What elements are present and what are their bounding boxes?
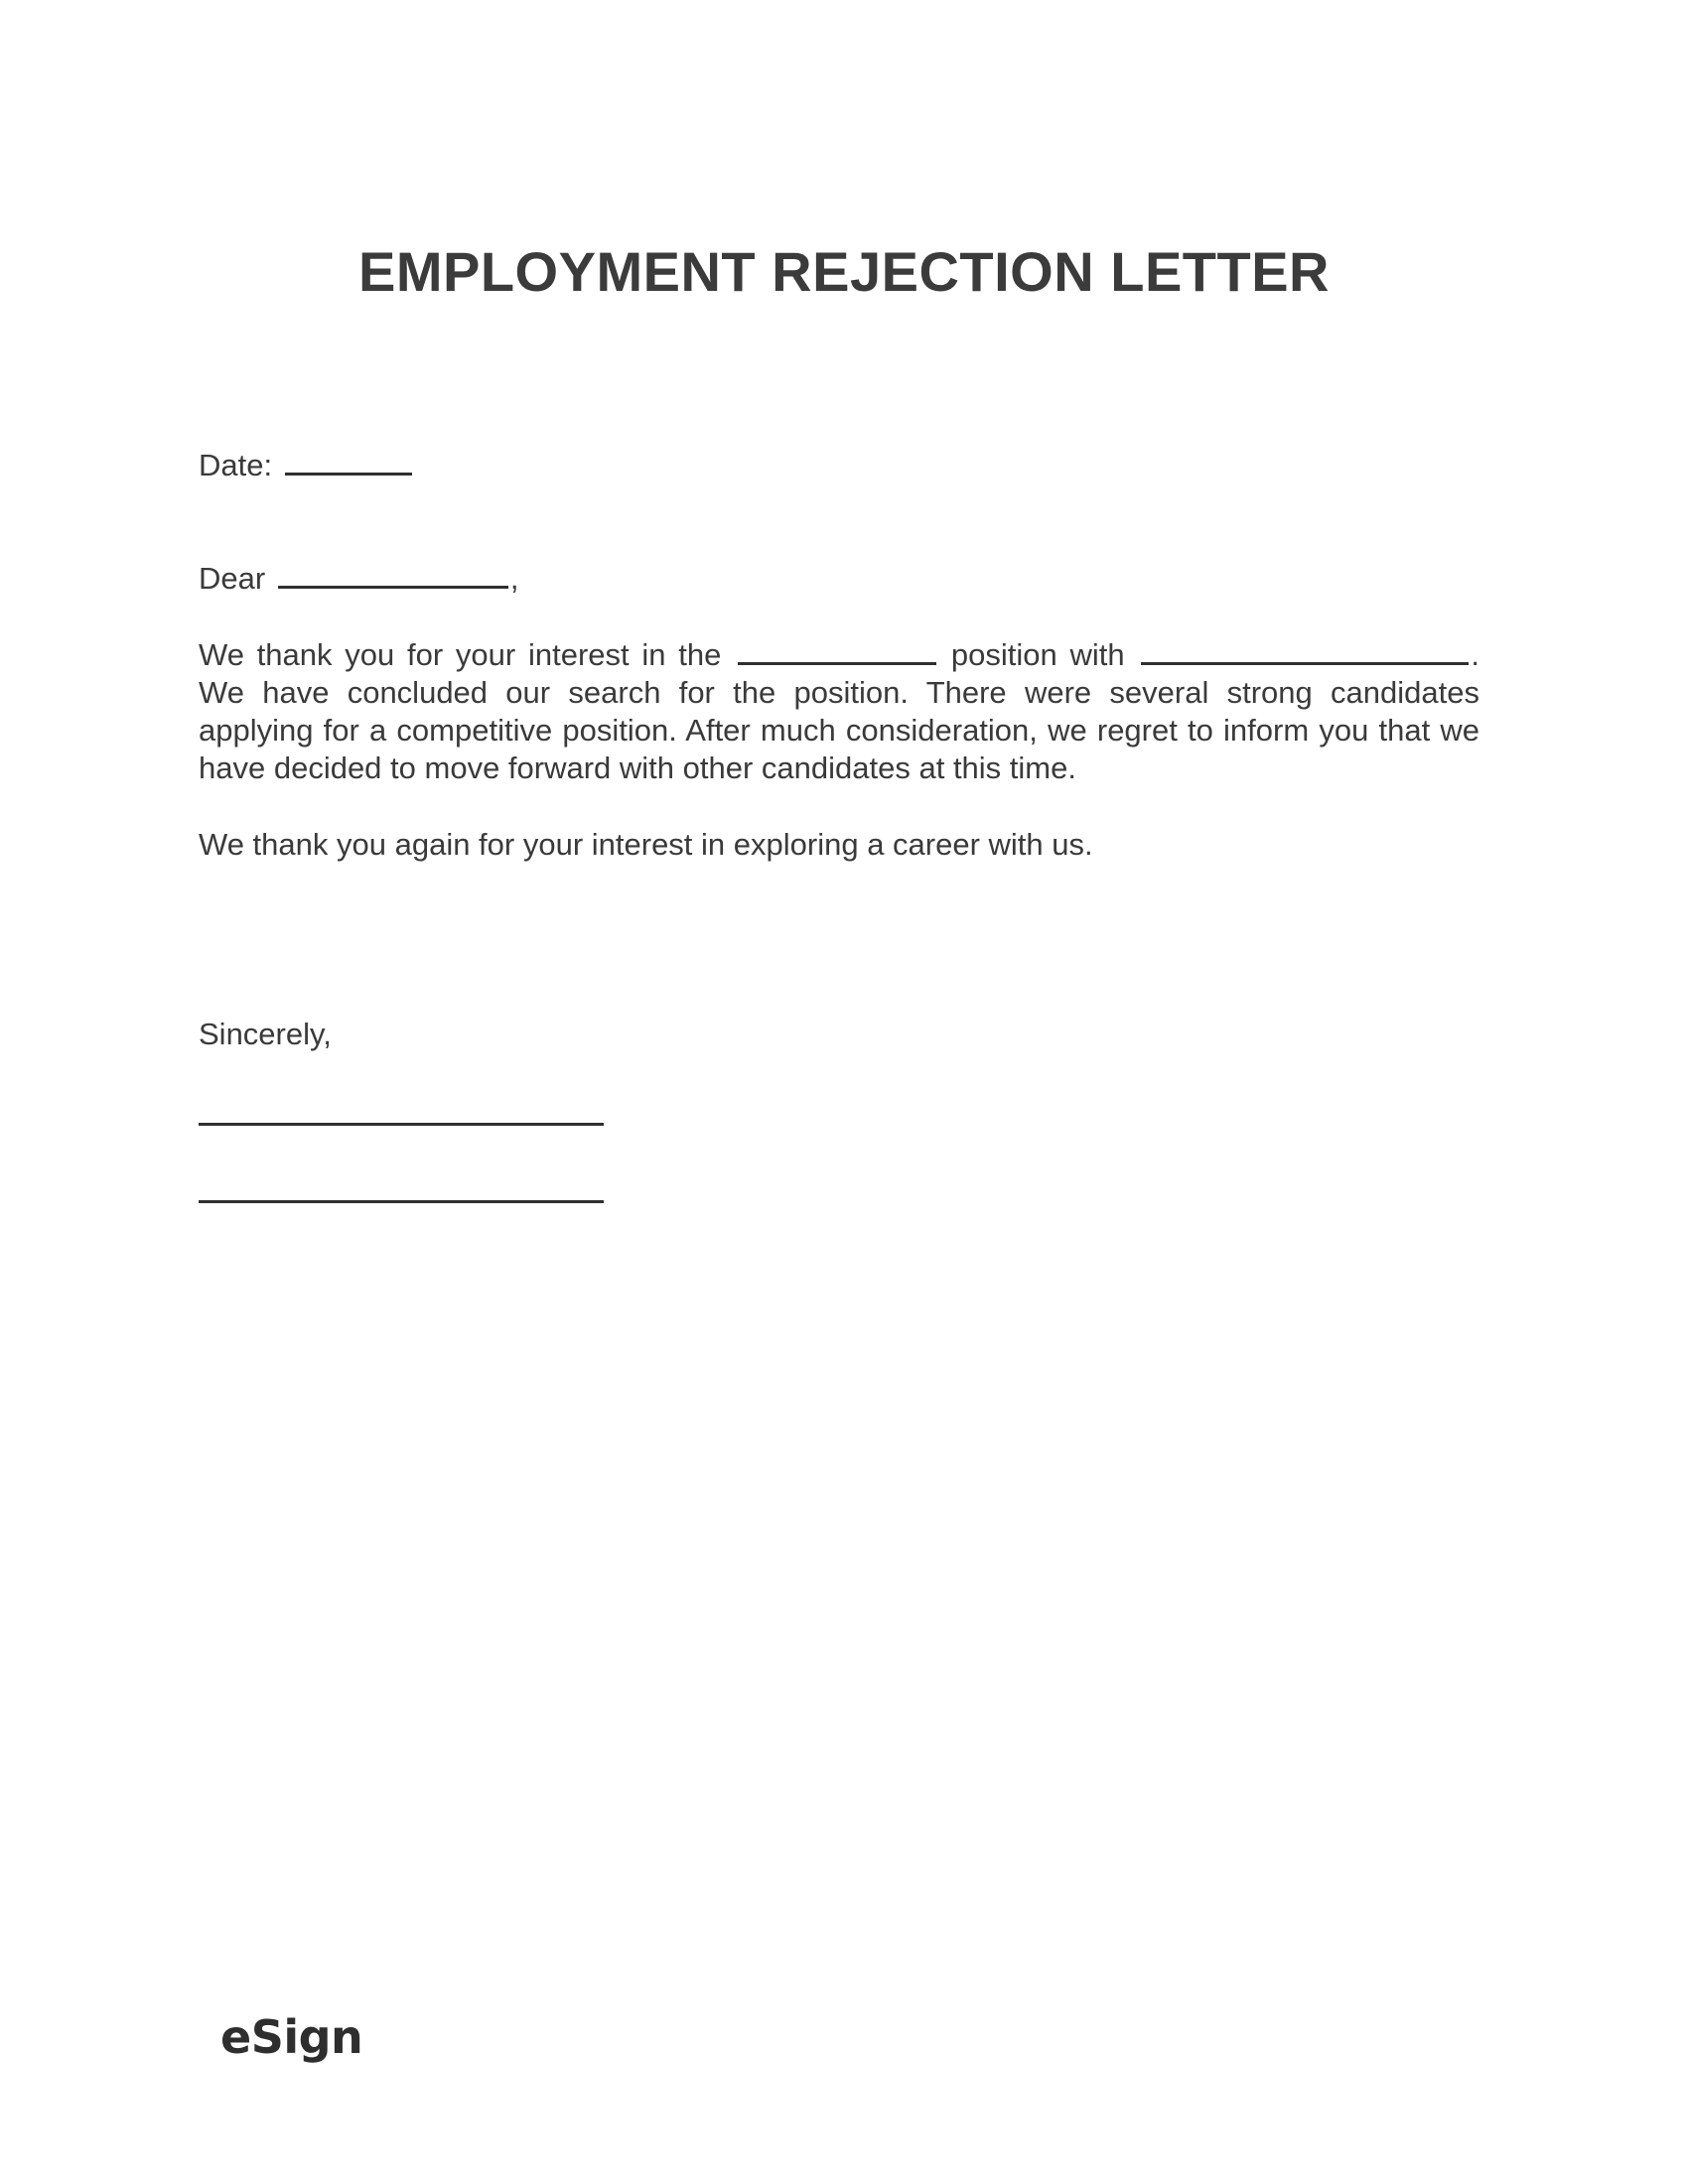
date-line <box>199 443 1479 484</box>
paragraph-1-part1: We thank you for your interest in the <box>199 637 722 672</box>
date-blank <box>285 443 412 476</box>
paragraph-2: We thank you again for your interest in exploring a career with us. <box>199 827 1093 862</box>
printed-name-line <box>199 1200 604 1203</box>
paragraph-1-part3: . <box>1471 637 1479 672</box>
closing: Sincerely, <box>199 1017 332 1051</box>
recipient-blank <box>278 556 508 589</box>
salutation-label: Dear <box>199 561 266 596</box>
document-title: EMPLOYMENT REJECTION LETTER <box>358 240 1330 303</box>
paragraph-1 <box>199 632 1479 787</box>
position-blank <box>738 632 936 665</box>
paragraph-1-continuation: We have concluded our search for the position. There were several strong candidates applying for a competitive position. After much consideration, we regret to inform you that we have decided to move forward with other candidates at this time. <box>199 675 1479 785</box>
paragraph-1-part2: position with <box>950 637 1125 672</box>
company-blank <box>1141 632 1469 665</box>
date-label: Date: <box>199 448 273 482</box>
salutation-line <box>199 556 1479 598</box>
esign-logo: eSign <box>220 2010 363 2064</box>
signature-line <box>199 1123 604 1126</box>
salutation-comma: , <box>509 561 519 596</box>
